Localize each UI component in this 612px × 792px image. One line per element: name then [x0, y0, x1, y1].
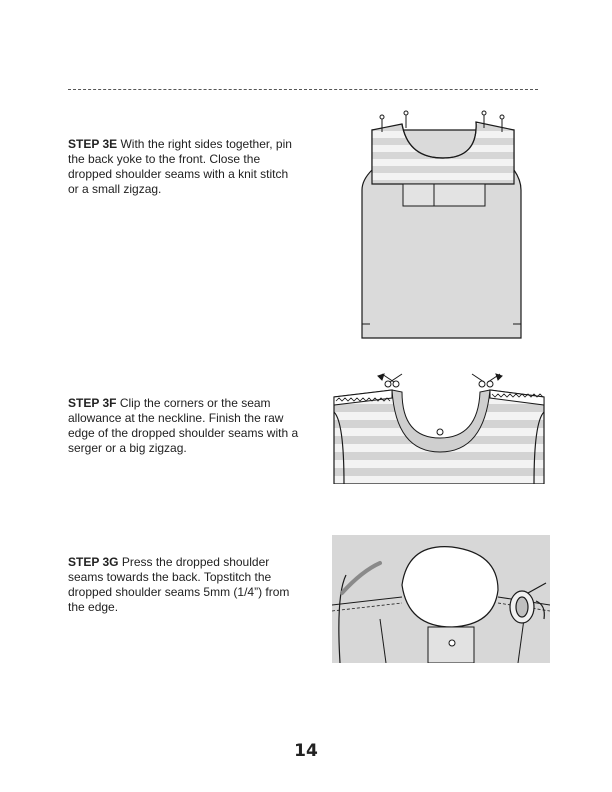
scissors-icon — [472, 374, 502, 387]
step-3e-illustration — [358, 110, 533, 345]
step-3g-text — [68, 555, 300, 615]
page-number: 14 — [294, 741, 318, 761]
scissors-icon — [378, 374, 402, 387]
step-3g-label: STEP 3G — [68, 555, 119, 569]
step-3g-illustration — [332, 535, 550, 663]
step-3e-body: With the right sides together, pin the back yoke to the front. Close the dropped shoulder seams with a knit stitch or a small zigzag. — [68, 137, 292, 196]
step-3f-illustration — [330, 372, 548, 484]
step-3f-text — [68, 396, 300, 456]
step-3e-label: STEP 3E — [68, 137, 118, 151]
garment-front — [334, 390, 544, 484]
step-3f-label: STEP 3F — [68, 396, 117, 410]
dashed-divider — [68, 89, 538, 90]
step-3g-body: Press the dropped shoulder seams towards the back. Topstitch the dropped shoulder seams 5mm (1/4”) from the edge. — [68, 555, 290, 614]
step-3f-body: Clip the corners or the seam allowance at the neckline. Finish the raw edge of the dropped shoulder seams with a serger or a big zigzag. — [68, 396, 299, 455]
step-3e-text — [68, 137, 300, 197]
